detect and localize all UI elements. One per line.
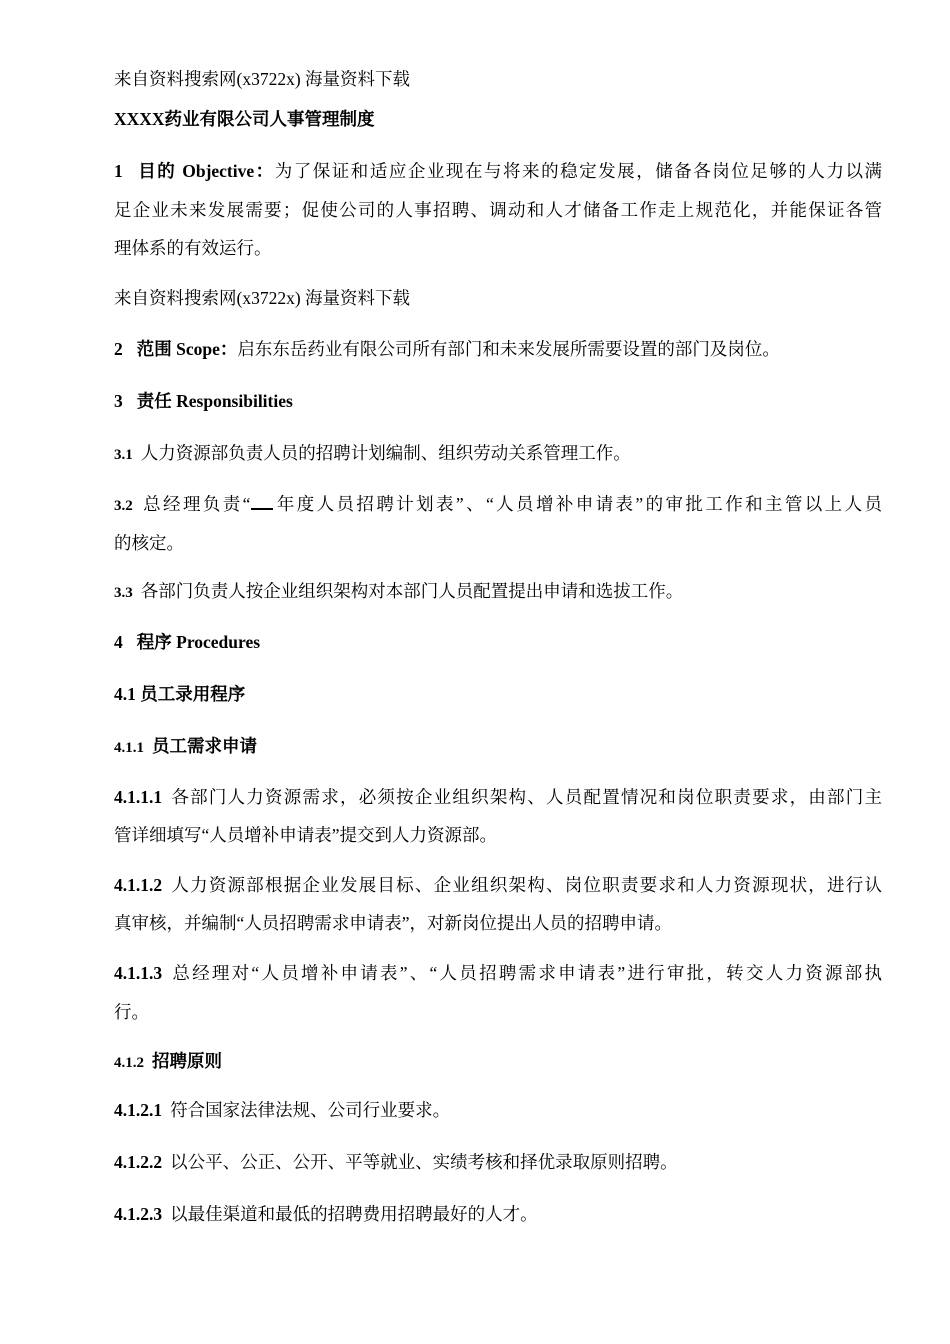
section-4-heading: [114, 631, 260, 653]
section-3-heading: [114, 390, 293, 412]
section-4-1-2-1-number: 4.1.2.1: [114, 1100, 163, 1120]
section-1-number: 1: [114, 161, 123, 181]
section-3-1-number: 3.1: [114, 447, 133, 463]
section-3-3-number: 3.3: [114, 585, 133, 601]
section-3-2-number: 3.2: [114, 498, 133, 514]
section-4-1-1-1-number: 4.1.1.1: [114, 787, 163, 807]
section-4-1-2-3-number: 4.1.2.3: [114, 1204, 163, 1224]
section-4-1-1-1-line-1: [114, 786, 882, 808]
section-2-number: 2: [114, 339, 123, 359]
section-1-heading: 目的 Objective：: [136, 161, 275, 181]
section-2-text: 启东东岳药业有限公司所有部门和未来发展所需要设置的部门及岗位。: [237, 339, 780, 359]
section-2: [114, 338, 780, 360]
section-4-1-1-3-text-1: 总经理对“人员增补申请表”、“人员招聘需求申请表”进行审批，转交人力资源部执: [170, 963, 882, 983]
section-4-number: 4: [114, 632, 123, 652]
section-4-1-2-1: [114, 1099, 450, 1121]
section-4-1-1-number: 4.1.1: [114, 740, 144, 756]
section-3-1-text: 人力资源部负责人员的招聘计划编制、组织劳动关系管理工作。: [140, 443, 631, 463]
section-3-number: 3: [114, 391, 123, 411]
section-4-1-1-2-number: 4.1.1.2: [114, 875, 163, 895]
source-line: 来自资料搜索网(x3722x) 海量资料下载: [114, 69, 411, 89]
section-4-1-1-2-text-1: 人力资源部根据企业发展目标、企业组织架构、岗位职责要求和人力资源现状，进行认: [170, 875, 882, 895]
section-1-line-3: 理体系的有效运行。: [114, 238, 272, 258]
section-4-1-2-2-number: 4.1.2.2: [114, 1152, 163, 1172]
section-3-2-line-2: 的核定。: [114, 533, 184, 553]
section-3-3-text: 各部门负责人按企业组织架构对本部门人员配置提出申请和选拔工作。: [140, 581, 684, 601]
section-4-1-2-3: [114, 1203, 538, 1225]
section-4-1-heading: 4.1 员工录用程序: [114, 684, 246, 704]
section-4-1-2-title: 招聘原则: [152, 1051, 222, 1071]
section-4-title: 程序 Procedures: [136, 632, 261, 652]
section-3-3: [114, 580, 683, 604]
section-3-2-text-b: 年度人员招聘计划表”、“人员增补申请表”的审批工作和主管以上人员: [274, 494, 882, 514]
section-4-1-2-heading: [114, 1050, 222, 1074]
section-1-text-1: 为了保证和适应企业现在与将来的稳定发展，储备各岗位足够的人力以满: [274, 161, 882, 181]
section-4-1-1-1-text-1: 各部门人力资源需求，必须按企业组织架构、人员配置情况和岗位职责要求，由部门主: [170, 787, 882, 807]
section-4-1-1-1-line-2: 管详细填写“人员增补申请表”提交到人力资源部。: [114, 825, 498, 845]
document-title: XXXX药业有限公司人事管理制度: [114, 109, 375, 129]
section-4-1-1-3-line-1: [114, 962, 882, 984]
section-3-2-line-1: [114, 493, 882, 517]
section-3-2-text-a: 总经理负责“: [140, 494, 251, 514]
section-4-1-1-heading: [114, 735, 257, 759]
source-line: 来自资料搜索网(x3722x) 海量资料下载: [114, 288, 411, 308]
section-4-1-1-3-line-2: 行。: [114, 1002, 149, 1022]
section-4-1-1-title: 员工需求申请: [152, 736, 257, 756]
section-4-1-1-2-line-2: 真审核，并编制“人员招聘需求申请表”，对新岗位提出人员的招聘申请。: [114, 913, 673, 933]
section-1-line-2: 足企业未来发展需要；促使公司的人事招聘、调动和人才储备工作走上规范化，并能保证各管: [114, 200, 882, 220]
section-3-title: 责任 Responsibilities: [136, 391, 293, 411]
section-4-1-2-3-text: 以最佳渠道和最低的招聘费用招聘最好的人才。: [170, 1204, 538, 1224]
blank-underline: [251, 494, 273, 510]
section-1-line-1: [114, 160, 882, 182]
section-4-1-2-1-text: 符合国家法律法规、公司行业要求。: [170, 1100, 451, 1120]
section-3-1: [114, 442, 631, 466]
section-2-heading: 范围 Scope：: [136, 339, 238, 359]
section-4-1-2-2: [114, 1151, 678, 1173]
section-4-1-1-2-line-1: [114, 874, 882, 896]
section-4-1-2-number: 4.1.2: [114, 1055, 144, 1071]
section-4-1-1-3-number: 4.1.1.3: [114, 963, 163, 983]
section-4-1-2-2-text: 以公平、公正、公开、平等就业、实绩考核和择优录取原则招聘。: [170, 1152, 678, 1172]
